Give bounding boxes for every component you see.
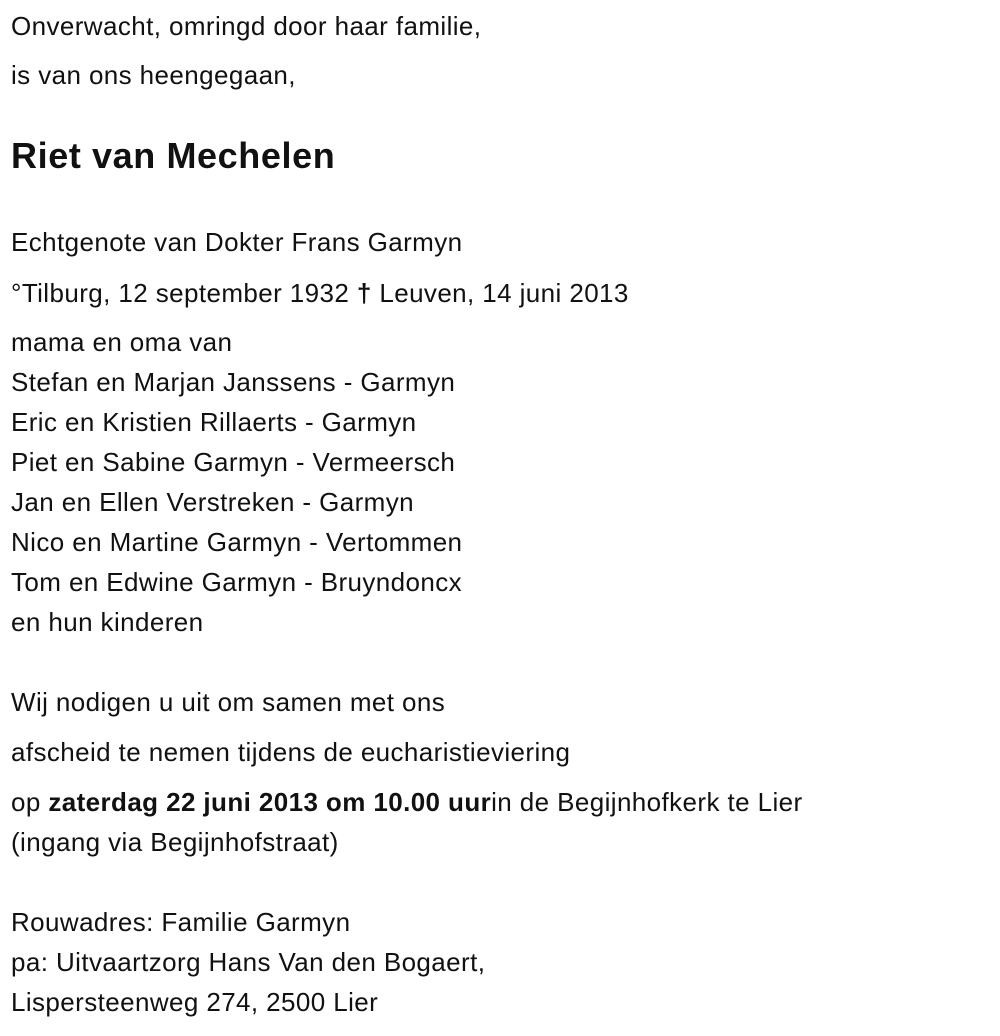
intro-line: is van ons heengegaan,	[11, 60, 296, 90]
address-line: Lispersteenweg 274, 2500 Lier	[11, 987, 379, 1017]
address-line: Rouwadres: Familie Garmyn	[11, 907, 351, 937]
birth: Tilburg, 12 september 1932	[21, 278, 350, 308]
family-member: en hun kinderen	[11, 607, 204, 637]
ceremony-datetime: zaterdag 22 juni 2013 om 10.00 uur	[48, 787, 492, 817]
family-intro: mama en oma van	[11, 327, 233, 357]
family-member: Jan en Ellen Verstreken - Garmyn	[11, 487, 414, 517]
dates-line	[11, 277, 629, 309]
cross-icon: †	[356, 278, 372, 308]
invitation-line: (ingang via Begijnhofstraat)	[11, 827, 339, 857]
invitation-prefix: op	[11, 787, 49, 817]
family-member: Tom en Edwine Garmyn - Bruyndoncx	[11, 567, 463, 597]
invitation-line	[11, 786, 803, 818]
address-line: pa: Uitvaartzorg Hans Van den Bogaert,	[11, 947, 486, 977]
family-member: Stefan en Marjan Janssens - Garmyn	[11, 367, 456, 397]
invitation-line: Wij nodigen u uit om samen met ons	[11, 687, 446, 717]
invitation-line: afscheid te nemen tijdens de eucharistieviering	[11, 737, 571, 767]
ceremony-location: in de Begijnhofkerk te Lier	[491, 787, 803, 817]
deceased-name: Riet van Mechelen	[11, 135, 336, 176]
birth-symbol: °	[11, 278, 22, 308]
family-member: Nico en Martine Garmyn - Vertommen	[11, 527, 463, 557]
intro-line: Onverwacht, omringd door haar familie,	[11, 11, 482, 41]
death: Leuven, 14 juni 2013	[379, 278, 629, 308]
family-member: Piet en Sabine Garmyn - Vermeersch	[11, 447, 456, 477]
spouse-line: Echtgenote van Dokter Frans Garmyn	[11, 227, 463, 257]
family-member: Eric en Kristien Rillaerts - Garmyn	[11, 407, 417, 437]
